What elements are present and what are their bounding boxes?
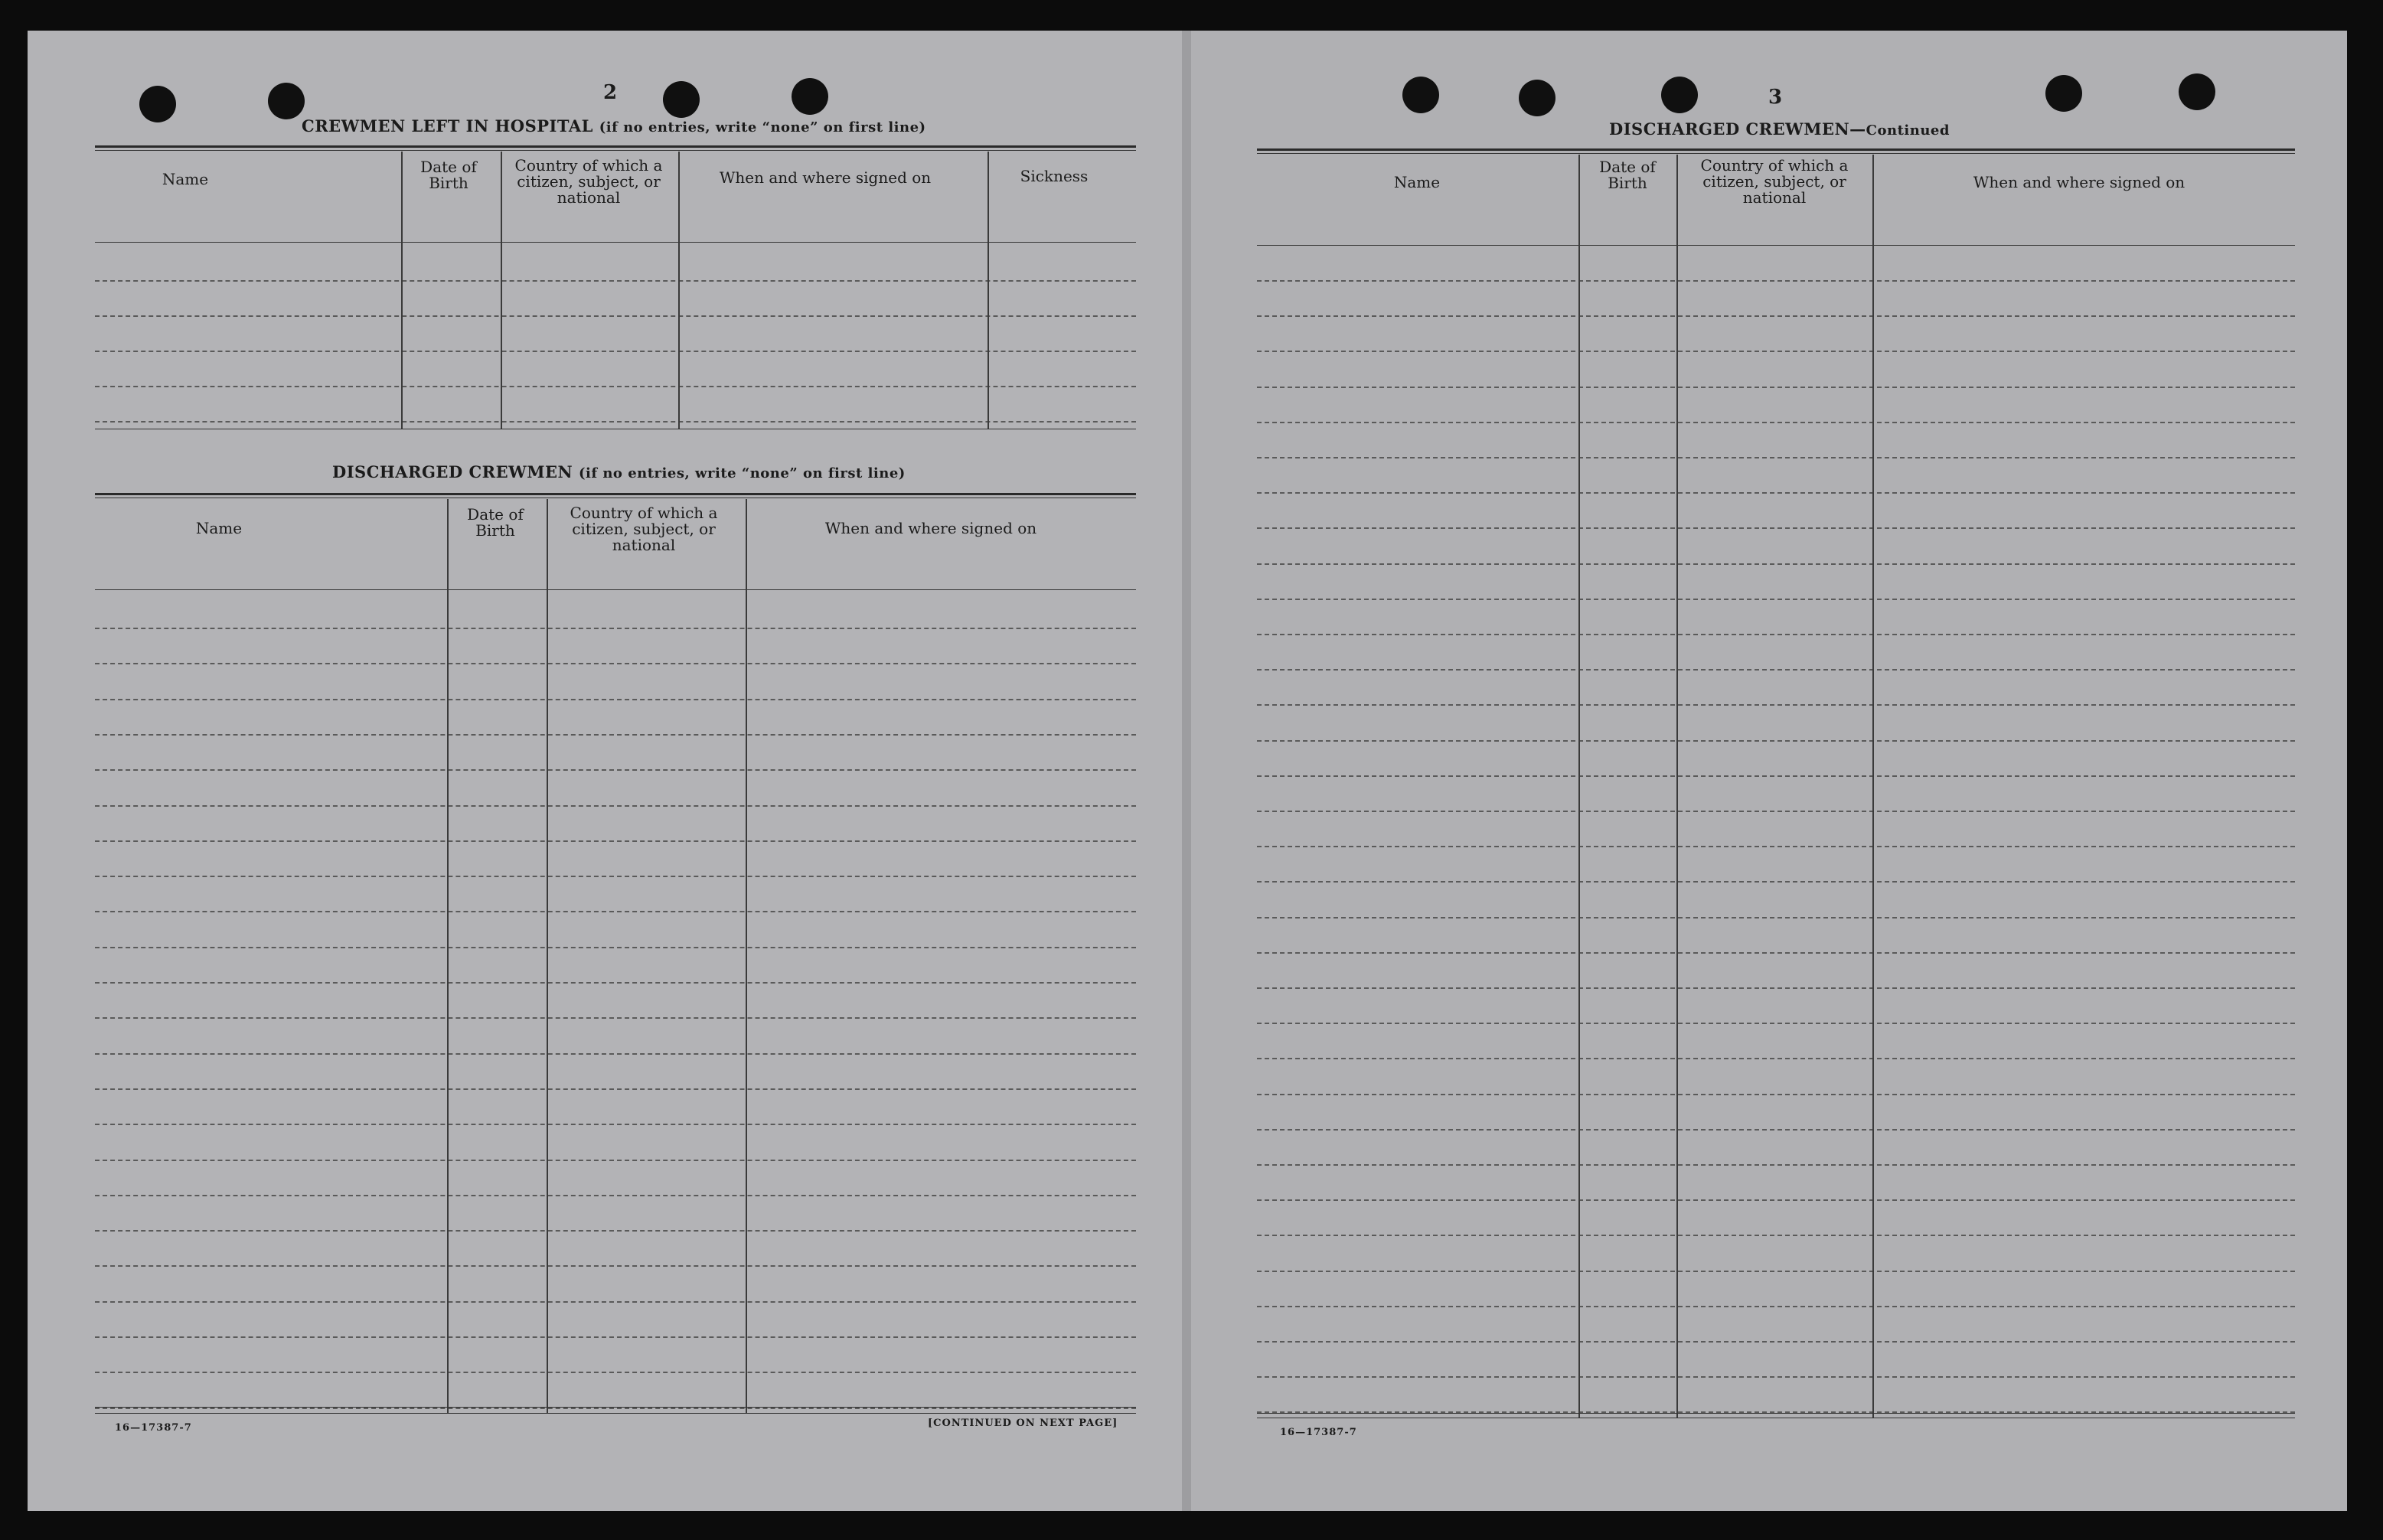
column-divider xyxy=(447,499,449,1413)
column-header-name: Name xyxy=(195,519,243,537)
table-rule xyxy=(95,876,1136,877)
discharged-instruction: (if no entries, write “none” on first line) xyxy=(578,465,906,481)
table-rule xyxy=(95,663,1136,664)
table-rule xyxy=(95,315,1136,317)
column-divider xyxy=(678,152,680,429)
table-rule xyxy=(95,1372,1136,1373)
table-rule xyxy=(95,280,1136,282)
table-rule xyxy=(1257,563,2295,565)
table-rule xyxy=(1257,1235,2295,1236)
table-rule xyxy=(1257,1341,2295,1343)
table-rule xyxy=(1257,740,2295,742)
table-rule xyxy=(1257,987,2295,989)
table-rule xyxy=(1257,492,2295,494)
punch-hole xyxy=(139,86,176,122)
table-rule xyxy=(1257,1094,2295,1095)
column-header-signed-on: When and where signed on xyxy=(1973,173,2186,191)
table-rule xyxy=(1257,1413,2295,1414)
table-rule xyxy=(1257,881,2295,883)
table-rule xyxy=(1257,952,2295,954)
column-header-name: Name xyxy=(162,170,209,188)
column-divider xyxy=(501,152,502,429)
column-header-name: Name xyxy=(1393,173,1441,191)
table-rule xyxy=(1257,527,2295,529)
punch-hole xyxy=(2045,75,2082,112)
left-page xyxy=(28,31,1182,1511)
form-number: 16—17387-7 xyxy=(115,1422,192,1434)
table-rule xyxy=(1257,457,2295,458)
column-header-signed-on: When and where signed on xyxy=(719,168,932,187)
page-gutter xyxy=(1182,31,1191,1511)
table-rule xyxy=(95,982,1136,984)
table-rule xyxy=(95,628,1136,629)
table-rule xyxy=(1257,669,2295,670)
table-rule xyxy=(1257,1271,2295,1272)
table-rule xyxy=(1257,351,2295,352)
column-header-country: Country of which a citizen, subject, or national xyxy=(514,156,663,207)
discharged-title-text: DISCHARGED CREWMEN xyxy=(332,462,573,481)
table-rule xyxy=(95,1160,1136,1161)
discharged-continued-title-text: DISCHARGED CREWMEN— xyxy=(1609,119,1866,139)
table-rule xyxy=(95,1413,1136,1414)
table-rule xyxy=(95,734,1136,736)
table-rule xyxy=(1257,1164,2295,1166)
table-rule xyxy=(95,1230,1136,1232)
punch-hole xyxy=(2179,73,2215,110)
table-rule xyxy=(1257,775,2295,777)
table-rule xyxy=(95,1053,1136,1055)
column-divider xyxy=(746,499,747,1413)
table-rule xyxy=(95,947,1136,948)
table-rule xyxy=(1257,315,2295,317)
column-header-country: Country of which a citizen, subject, or national xyxy=(1700,156,1849,207)
column-divider xyxy=(1676,155,1678,1418)
hospital-title-text: CREWMEN LEFT IN HOSPITAL xyxy=(302,116,593,135)
table-rule xyxy=(1257,245,2295,246)
table-rule xyxy=(1257,280,2295,282)
column-divider xyxy=(987,152,989,429)
table-rule xyxy=(1257,148,2295,151)
table-rule xyxy=(95,1088,1136,1090)
right-page xyxy=(1191,31,2347,1511)
table-rule xyxy=(1257,846,2295,847)
column-header-country: Country of which a citizen, subject, or national xyxy=(570,504,718,554)
column-header-date-of-birth: Date of Birth xyxy=(1599,158,1656,192)
punch-hole xyxy=(1519,80,1555,116)
table-rule xyxy=(95,589,1136,590)
table-rule xyxy=(1257,1376,2295,1378)
table-rule xyxy=(95,1124,1136,1125)
hospital-section-title xyxy=(302,116,926,135)
table-rule xyxy=(95,386,1136,387)
punch-hole xyxy=(1402,77,1439,113)
column-divider xyxy=(547,499,548,1413)
table-rule xyxy=(95,699,1136,700)
column-header-date-of-birth: Date of Birth xyxy=(420,158,477,192)
table-rule xyxy=(95,1195,1136,1196)
discharged-section-title xyxy=(332,462,906,481)
page-number: 3 xyxy=(1768,86,1783,109)
table-rule xyxy=(95,840,1136,842)
table-rule xyxy=(95,150,1136,151)
table-rule xyxy=(1257,1306,2295,1307)
table-rule xyxy=(95,351,1136,352)
table-rule xyxy=(95,1265,1136,1267)
column-header-signed-on: When and where signed on xyxy=(824,519,1037,537)
table-rule xyxy=(95,911,1136,912)
column-divider xyxy=(1872,155,1874,1418)
table-rule xyxy=(95,1017,1136,1019)
page-number: 2 xyxy=(603,81,618,104)
form-number: 16—17387-7 xyxy=(1280,1427,1357,1438)
column-divider xyxy=(401,152,403,429)
punch-hole xyxy=(792,78,828,115)
table-rule xyxy=(95,1301,1136,1303)
table-rule xyxy=(1257,917,2295,918)
table-rule xyxy=(1257,634,2295,635)
table-rule xyxy=(95,805,1136,807)
table-rule xyxy=(1257,1023,2295,1024)
table-rule xyxy=(1257,1058,2295,1059)
table-rule xyxy=(95,421,1136,423)
table-rule xyxy=(1257,704,2295,706)
table-rule xyxy=(1257,387,2295,388)
table-rule xyxy=(1257,1129,2295,1131)
continued-note: [CONTINUED ON NEXT PAGE] xyxy=(928,1418,1118,1429)
punch-hole xyxy=(1661,77,1698,113)
column-divider xyxy=(1578,155,1580,1418)
discharged-continued-suffix: Continued xyxy=(1866,122,1950,139)
table-rule xyxy=(95,493,1136,495)
table-rule xyxy=(95,1336,1136,1338)
table-rule xyxy=(95,769,1136,771)
table-rule xyxy=(1257,599,2295,600)
table-rule xyxy=(1257,1199,2295,1201)
discharged-continued-title xyxy=(1609,119,1950,139)
table-rule xyxy=(95,145,1136,148)
table-rule xyxy=(95,1407,1136,1408)
column-header-date-of-birth: Date of Birth xyxy=(467,505,524,540)
table-rule xyxy=(1257,422,2295,423)
hospital-instruction: (if no entries, write “none” on first line) xyxy=(599,119,926,135)
column-header-sickness: Sickness xyxy=(1020,167,1089,185)
table-rule xyxy=(1257,811,2295,812)
punch-hole xyxy=(663,81,700,118)
table-rule xyxy=(1257,153,2295,154)
table-rule xyxy=(95,242,1136,243)
punch-hole xyxy=(268,83,305,119)
